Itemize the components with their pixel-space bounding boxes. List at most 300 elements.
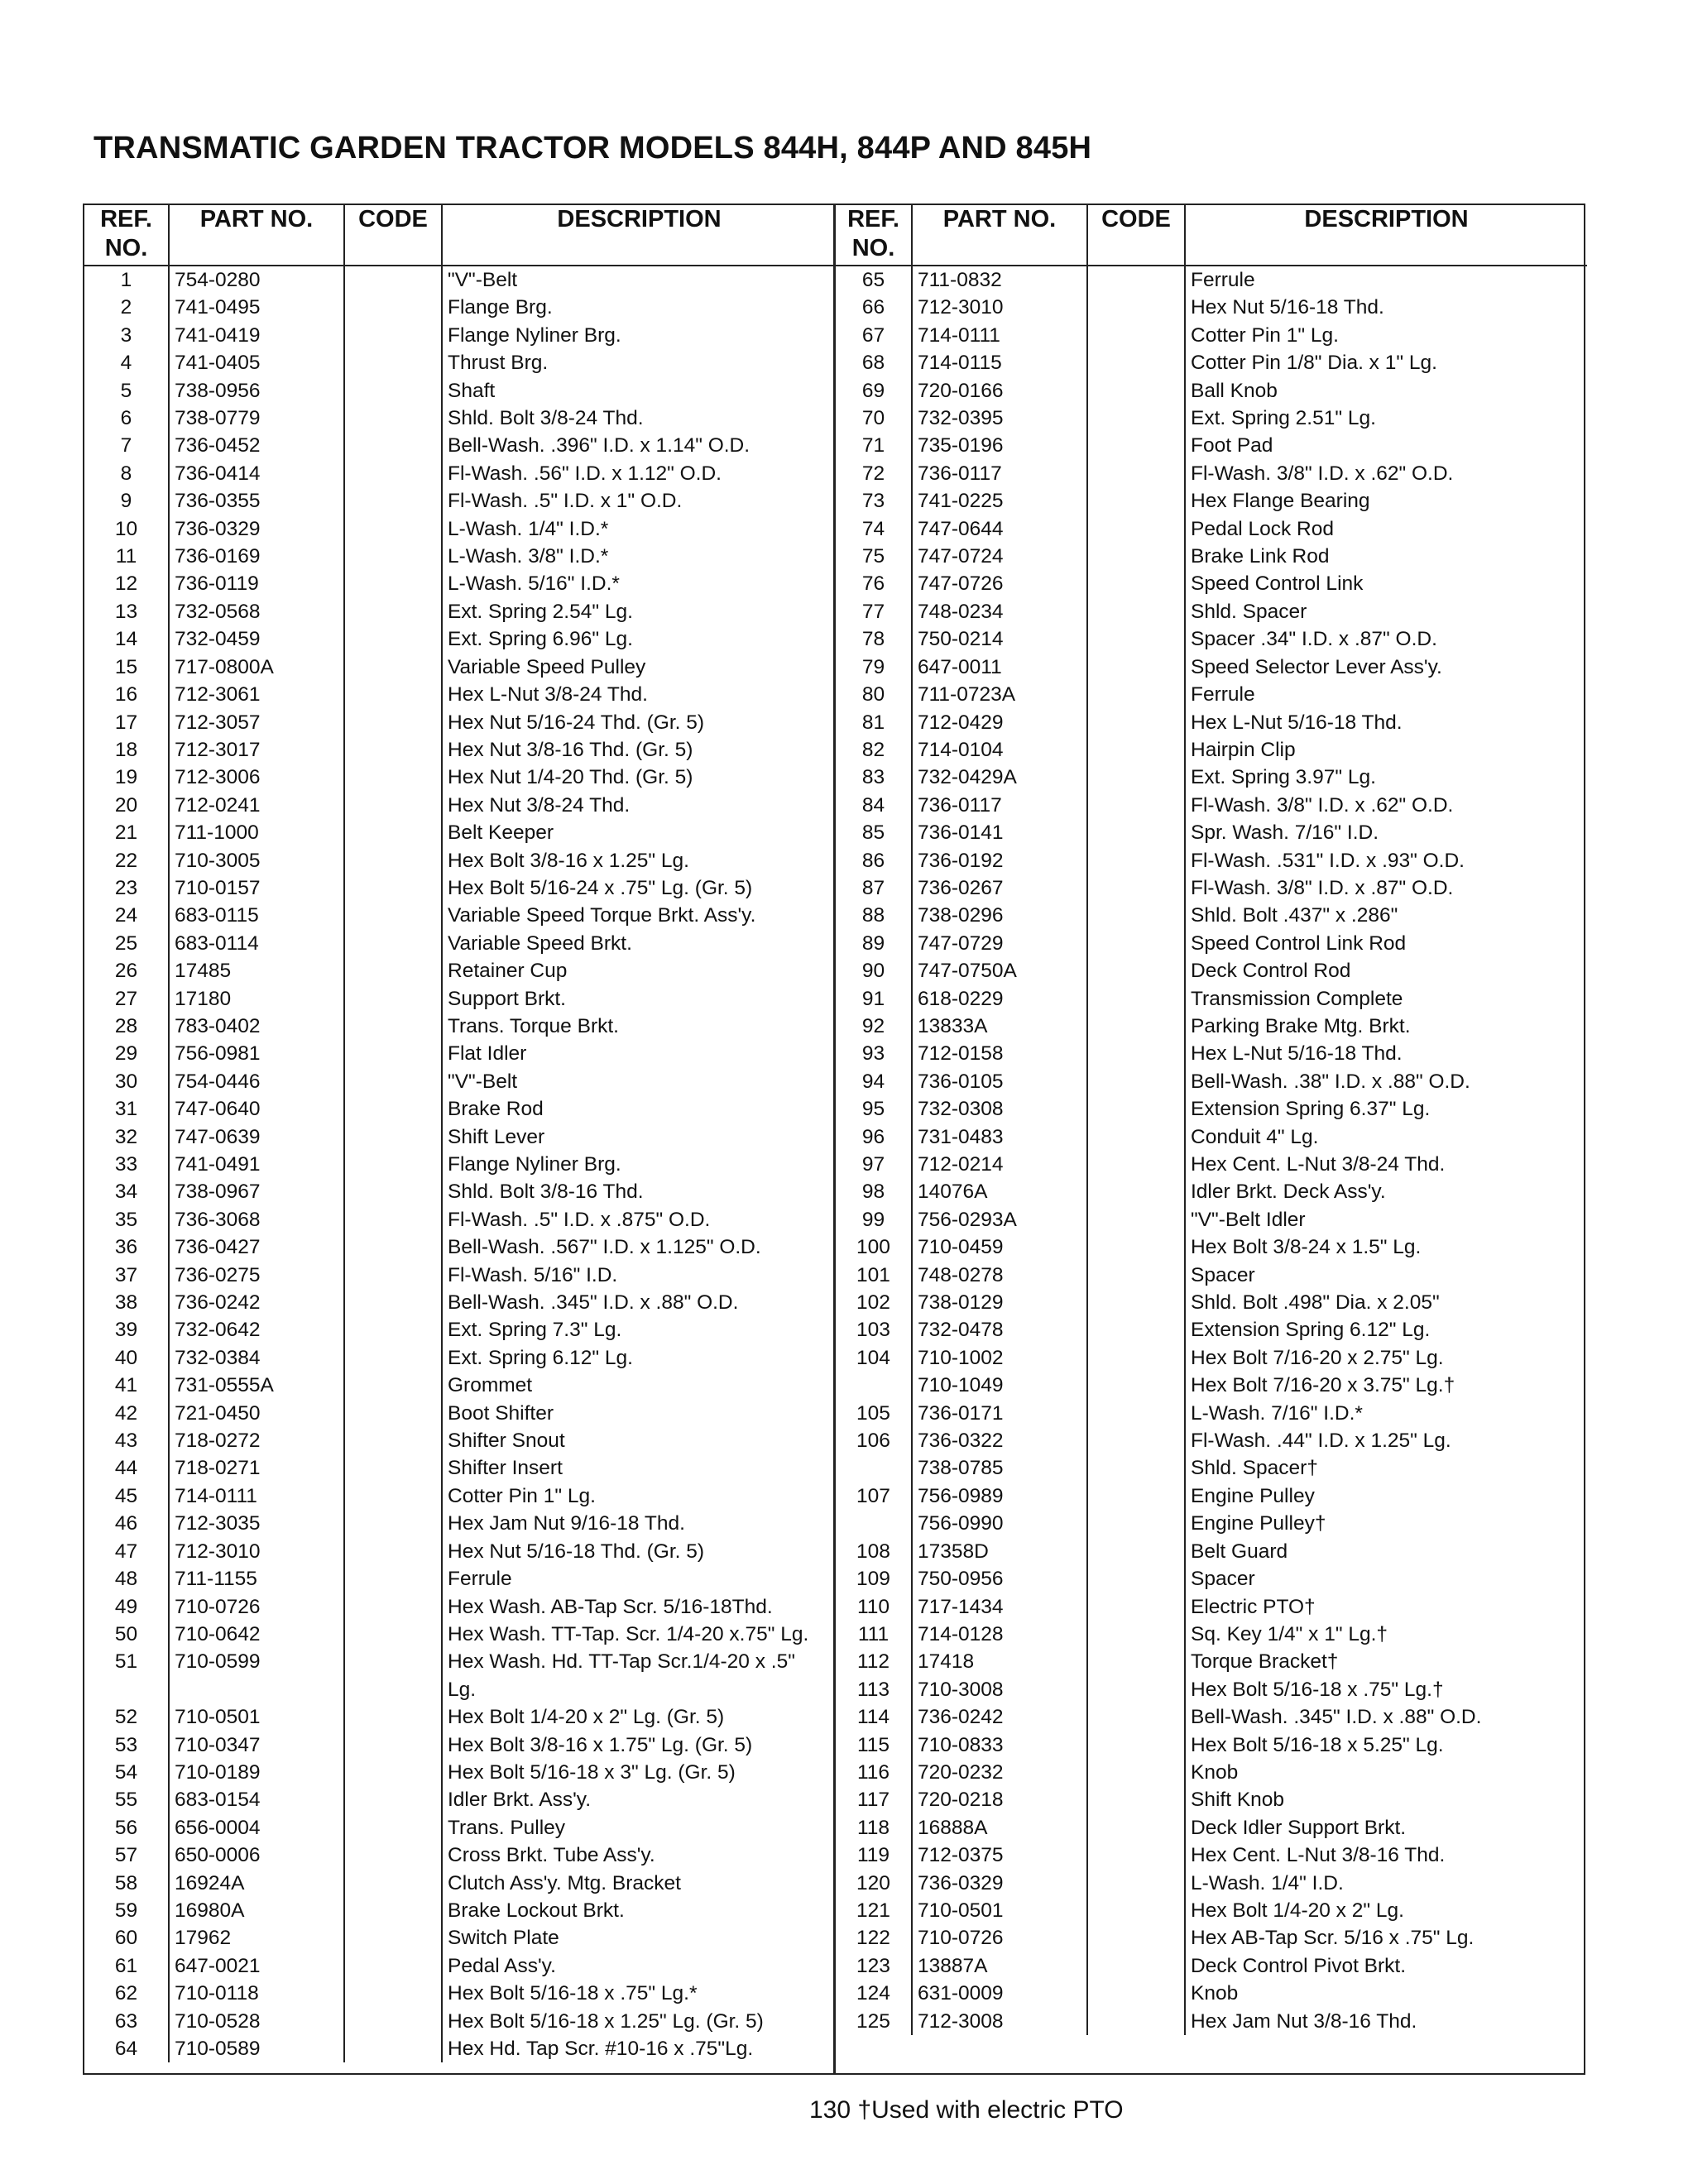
description-cell: Idler Brkt. Deck Ass'y. <box>1185 1178 1587 1205</box>
ref-no-cell: 98 <box>861 1181 885 1204</box>
code-cell <box>344 2008 442 2035</box>
code-cell <box>344 1648 442 1675</box>
description-cell: Trans. Torque Brkt. <box>442 1013 836 1040</box>
part-no-cell: 16888A <box>912 1814 1087 1842</box>
ref-no-cell: 1 <box>120 269 132 291</box>
table-row <box>84 1095 836 1123</box>
table-row <box>836 1454 1587 1482</box>
part-no-cell: 736-0105 <box>912 1068 1087 1095</box>
part-no-cell: 754-0446 <box>169 1068 344 1095</box>
description-cell: Hex Nut 5/16-24 Thd. (Gr. 5) <box>442 709 836 736</box>
description-cell: Bell-Wash. .345" I.D. x .88" O.D. <box>1185 1703 1587 1731</box>
code-cell <box>344 1400 442 1427</box>
table-row <box>836 2008 1587 2035</box>
code-cell <box>1087 681 1185 708</box>
table-row <box>84 1897 836 1924</box>
ref-no-cell: 53 <box>114 1733 138 1756</box>
table-row <box>84 1593 836 1621</box>
code-cell <box>1087 1676 1185 1703</box>
part-no-cell: 741-0491 <box>169 1151 344 1178</box>
description-cell: Variable Speed Brkt. <box>442 930 836 957</box>
description-cell: Electric PTO† <box>1185 1593 1587 1621</box>
description-cell: Transmission Complete <box>1185 985 1587 1013</box>
ref-no-cell: 69 <box>861 379 885 402</box>
code-cell <box>344 902 442 929</box>
ref-no-cell: 102 <box>856 1291 890 1315</box>
table-row <box>836 322 1587 349</box>
code-cell <box>344 1621 442 1648</box>
ref-no-cell: 41 <box>114 1374 138 1397</box>
part-no-cell: 712-3006 <box>169 764 344 791</box>
code-cell <box>1087 294 1185 321</box>
ref-no-cell: 9 <box>120 490 132 513</box>
code-cell <box>344 1095 442 1123</box>
table-row <box>84 902 836 929</box>
part-no-cell: 712-3010 <box>912 294 1087 321</box>
description-cell: Hex Nut 5/16-18 Thd. (Gr. 5) <box>442 1538 836 1565</box>
part-no-cell: 710-0118 <box>169 1980 344 2007</box>
table-row <box>836 460 1587 487</box>
part-no-cell: 741-0405 <box>169 349 344 376</box>
table-header-row <box>836 205 1587 266</box>
part-no-cell: 714-0111 <box>912 322 1087 349</box>
ref-no-cell: 48 <box>114 1568 138 1591</box>
part-no-cell: 14076A <box>912 1178 1087 1205</box>
ref-no-cell: 12 <box>114 572 138 596</box>
part-no-cell: 711-0723A <box>912 681 1087 708</box>
description-cell: Fl-Wash. .44" I.D. x 1.25" Lg. <box>1185 1427 1587 1454</box>
table-row <box>836 1151 1587 1178</box>
table-row <box>836 515 1587 543</box>
ref-no-cell: 113 <box>856 1678 890 1701</box>
code-cell <box>344 266 442 294</box>
ref-no-cell: 25 <box>114 932 138 955</box>
description-cell: Ext. Spring 2.54" Lg. <box>442 598 836 625</box>
ref-no-cell: 38 <box>114 1291 138 1315</box>
description-cell: Flange Brg. <box>442 294 836 321</box>
part-no-cell: 618-0229 <box>912 985 1087 1013</box>
ref-no-cell: 101 <box>856 1263 890 1286</box>
ref-no-cell: 89 <box>861 932 885 955</box>
ref-no-cell: 117 <box>856 1789 890 1812</box>
ref-no-cell: 103 <box>856 1319 890 1342</box>
ref-no-cell: 92 <box>861 1014 885 1037</box>
description-cell: "V"-Belt <box>442 266 836 294</box>
ref-no-cell: 86 <box>861 849 885 872</box>
description-cell: Parking Brake Mtg. Brkt. <box>1185 1013 1587 1040</box>
part-no-cell: 748-0234 <box>912 598 1087 625</box>
description-cell: Hex Wash. TT-Tap. Scr. 1/4-20 x.75" Lg. <box>442 1621 836 1648</box>
code-cell <box>1087 487 1185 515</box>
part-no-cell: 710-1049 <box>912 1372 1087 1399</box>
ref-no-cell: 45 <box>114 1484 138 1507</box>
table-row <box>836 1870 1587 1897</box>
description-cell: Variable Speed Pulley <box>442 654 836 681</box>
table-row <box>836 1372 1587 1399</box>
part-no-cell: 720-0166 <box>912 377 1087 405</box>
part-no-cell: 718-0272 <box>169 1427 344 1454</box>
header-ref-no: REF. NO. <box>836 205 912 266</box>
code-cell <box>344 1454 442 1482</box>
description-cell: Shifter Snout <box>442 1427 836 1454</box>
code-cell <box>1087 1870 1185 1897</box>
code-cell <box>344 709 442 736</box>
ref-no-cell: 37 <box>114 1263 138 1286</box>
ref-no-cell: 122 <box>856 1927 890 1950</box>
part-no-cell: 736-0119 <box>169 570 344 597</box>
code-cell <box>1087 709 1185 736</box>
part-no-cell: 748-0278 <box>912 1262 1087 1289</box>
description-cell: Variable Speed Torque Brkt. Ass'y. <box>442 902 836 929</box>
description-cell: Fl-Wash. .5" I.D. x 1" O.D. <box>442 487 836 515</box>
table-row <box>84 1372 836 1399</box>
code-cell <box>1087 1454 1185 1482</box>
description-cell: Deck Control Rod <box>1185 957 1587 984</box>
ref-no-cell: 87 <box>861 876 885 899</box>
code-cell <box>1087 405 1185 432</box>
table-row <box>836 764 1587 791</box>
code-cell <box>344 792 442 819</box>
table-row <box>84 819 836 846</box>
description-cell: Retainer Cup <box>442 957 836 984</box>
description-cell: Belt Guard <box>1185 1538 1587 1565</box>
code-cell <box>344 1731 442 1759</box>
header-code: CODE <box>1087 205 1185 266</box>
code-cell <box>344 405 442 432</box>
description-cell: Spacer <box>1185 1262 1587 1289</box>
description-cell: Extension Spring 6.12" Lg. <box>1185 1316 1587 1343</box>
code-cell <box>344 1814 442 1842</box>
part-no-cell: 711-1000 <box>169 819 344 846</box>
ref-no-cell: 100 <box>856 1236 890 1259</box>
code-cell <box>344 349 442 376</box>
ref-no-cell: 125 <box>856 2009 890 2033</box>
code-cell <box>344 1151 442 1178</box>
ref-no-cell <box>836 1372 912 1399</box>
ref-no-cell: 56 <box>114 1816 138 1839</box>
description-cell: Shifter Insert <box>442 1454 836 1482</box>
table-row <box>84 1870 836 1897</box>
description-cell: Deck Control Pivot Brkt. <box>1185 1952 1587 1980</box>
ref-no-cell: 8 <box>120 462 132 485</box>
ref-no-cell: 95 <box>861 1098 885 1121</box>
code-cell <box>1087 957 1185 984</box>
code-cell <box>344 1593 442 1621</box>
description-cell: Hex Nut 3/8-16 Thd. (Gr. 5) <box>442 736 836 764</box>
description-cell: Brake Lockout Brkt. <box>442 1897 836 1924</box>
part-no-cell: 747-0640 <box>169 1095 344 1123</box>
part-no-cell: 710-0501 <box>169 1703 344 1731</box>
table-row <box>836 957 1587 984</box>
table-row <box>84 1814 836 1842</box>
code-cell <box>344 1427 442 1454</box>
part-no-cell: 736-0355 <box>169 487 344 515</box>
table-row <box>84 1621 836 1648</box>
ref-no-cell: 108 <box>856 1540 890 1563</box>
code-cell <box>344 1178 442 1205</box>
code-cell <box>1087 349 1185 376</box>
code-cell <box>1087 1648 1185 1675</box>
code-cell <box>1087 1013 1185 1040</box>
table-row <box>836 1621 1587 1648</box>
ref-no-cell: 76 <box>861 572 885 596</box>
code-cell <box>1087 1233 1185 1261</box>
parts-rows-left <box>84 266 836 2062</box>
ref-no-cell: 36 <box>114 1236 138 1259</box>
part-no-cell: 712-3008 <box>912 2008 1087 2035</box>
code-cell <box>1087 1482 1185 1510</box>
table-row <box>836 543 1587 570</box>
ref-no-cell: 105 <box>856 1401 890 1425</box>
part-no-cell <box>169 1676 344 1703</box>
description-cell: Hex Cent. L-Nut 3/8-24 Thd. <box>1185 1151 1587 1178</box>
part-no-cell: 710-0726 <box>912 1924 1087 1952</box>
part-no-cell: 710-0599 <box>169 1648 344 1675</box>
code-cell <box>344 294 442 321</box>
ref-no-cell <box>836 1454 912 1482</box>
description-cell: Ferrule <box>442 1565 836 1592</box>
description-cell: Hex Bolt 7/16-20 x 2.75" Lg. <box>1185 1344 1587 1372</box>
ref-no-cell: 58 <box>114 1871 138 1894</box>
part-no-cell: 656-0004 <box>169 1814 344 1842</box>
description-cell: Speed Control Link <box>1185 570 1587 597</box>
code-cell <box>344 1372 442 1399</box>
code-cell <box>1087 654 1185 681</box>
description-cell: Knob <box>1185 1759 1587 1786</box>
ref-no-cell: 80 <box>861 683 885 706</box>
table-row <box>836 1648 1587 1675</box>
ref-no-cell: 64 <box>114 2038 138 2060</box>
code-cell <box>344 654 442 681</box>
ref-no-cell: 31 <box>114 1098 138 1121</box>
ref-no-cell: 121 <box>856 1899 890 1922</box>
code-cell <box>1087 1123 1185 1151</box>
code-cell <box>344 847 442 874</box>
ref-no-cell: 44 <box>114 1457 138 1480</box>
description-cell: Torque Bracket† <box>1185 1648 1587 1675</box>
table-row <box>836 902 1587 929</box>
table-row <box>836 1703 1587 1731</box>
part-no-cell: 741-0495 <box>169 294 344 321</box>
description-cell: Hex Hd. Tap Scr. #10-16 x .75"Lg. <box>442 2035 836 2062</box>
code-cell <box>344 736 442 764</box>
table-row <box>836 874 1587 902</box>
ref-no-cell: 112 <box>856 1650 890 1674</box>
description-cell: Shld. Bolt .437" x .286" <box>1185 902 1587 929</box>
table-row <box>836 1897 1587 1924</box>
table-row <box>84 985 836 1013</box>
header-ref-no: REF. NO. <box>84 205 169 266</box>
description-cell: Lg. <box>442 1676 836 1703</box>
description-cell: Ferrule <box>1185 266 1587 294</box>
table-row <box>836 266 1587 294</box>
ref-no-cell: 27 <box>114 987 138 1010</box>
code-cell <box>344 1206 442 1233</box>
ref-no-cell: 109 <box>856 1568 890 1591</box>
table-row <box>836 736 1587 764</box>
ref-no-cell: 10 <box>114 517 138 540</box>
ref-no-cell: 11 <box>115 545 137 568</box>
part-no-cell: 738-0296 <box>912 902 1087 929</box>
ref-no-cell: 47 <box>114 1540 138 1563</box>
table-row <box>84 1786 836 1813</box>
parts-rows-right <box>836 266 1587 2035</box>
code-cell <box>1087 1344 1185 1372</box>
ref-no-cell: 66 <box>861 296 885 319</box>
code-cell <box>1087 1786 1185 1813</box>
description-cell: Ferrule <box>1185 681 1587 708</box>
table-row <box>84 1648 836 1675</box>
code-cell <box>1087 1814 1185 1842</box>
parts-list-table <box>83 204 1585 2075</box>
ref-no-cell: 99 <box>861 1208 885 1231</box>
code-cell <box>1087 1262 1185 1289</box>
code-cell <box>344 1538 442 1565</box>
table-row <box>84 1980 836 2007</box>
description-cell: Shld. Spacer† <box>1185 1454 1587 1482</box>
part-no-cell: 754-0280 <box>169 266 344 294</box>
description-cell: Hex AB-Tap Scr. 5/16 x .75" Lg. <box>1185 1924 1587 1952</box>
code-cell <box>344 487 442 515</box>
part-no-cell: 710-3005 <box>169 847 344 874</box>
table-header-row <box>84 205 836 266</box>
part-no-cell: 714-0115 <box>912 349 1087 376</box>
part-no-cell: 712-3017 <box>169 736 344 764</box>
part-no-cell: 736-0141 <box>912 819 1087 846</box>
description-cell: Bell-Wash. .396" I.D. x 1.14" O.D. <box>442 432 836 459</box>
table-row <box>84 598 836 625</box>
table-row <box>836 625 1587 653</box>
description-cell: Brake Rod <box>442 1095 836 1123</box>
ref-no-cell <box>84 1676 169 1703</box>
code-cell <box>344 570 442 597</box>
ref-no-cell: 4 <box>120 352 132 375</box>
code-cell <box>1087 1372 1185 1399</box>
code-cell <box>344 764 442 791</box>
ref-no-cell: 26 <box>114 960 138 983</box>
table-row <box>84 1068 836 1095</box>
code-cell <box>1087 1427 1185 1454</box>
table-row <box>836 1538 1587 1565</box>
code-cell <box>1087 1178 1185 1205</box>
ref-no-cell: 20 <box>114 793 138 817</box>
code-cell <box>1087 570 1185 597</box>
part-no-cell: 647-0021 <box>169 1952 344 1980</box>
description-cell: Hex Bolt 5/16-18 x 5.25" Lg. <box>1185 1731 1587 1759</box>
ref-no-cell: 68 <box>861 352 885 375</box>
ref-no-cell: 124 <box>856 1982 890 2005</box>
description-cell: Hex Bolt 1/4-20 x 2" Lg. (Gr. 5) <box>442 1703 836 1731</box>
table-row <box>836 1344 1587 1372</box>
part-no-cell: 736-0322 <box>912 1427 1087 1454</box>
part-no-cell: 714-0104 <box>912 736 1087 764</box>
description-cell: Engine Pulley <box>1185 1482 1587 1510</box>
table-row <box>84 1952 836 1980</box>
table-row <box>84 2008 836 2035</box>
part-no-cell: 756-0989 <box>912 1482 1087 1510</box>
code-cell <box>344 1703 442 1731</box>
description-cell: Hex Flange Bearing <box>1185 487 1587 515</box>
code-cell <box>1087 764 1185 791</box>
ref-no-cell: 24 <box>114 904 138 927</box>
table-row <box>836 654 1587 681</box>
code-cell <box>1087 1842 1185 1869</box>
code-cell <box>1087 736 1185 764</box>
part-no-cell: 710-0589 <box>169 2035 344 2062</box>
table-row <box>84 1206 836 1233</box>
part-no-cell: 732-0384 <box>169 1344 344 1372</box>
code-cell <box>344 1897 442 1924</box>
table-row <box>836 1040 1587 1067</box>
part-no-cell: 747-0639 <box>169 1123 344 1151</box>
ref-no-cell: 46 <box>114 1512 138 1535</box>
description-cell: Speed Selector Lever Ass'y. <box>1185 654 1587 681</box>
code-cell <box>1087 1151 1185 1178</box>
code-cell <box>1087 1068 1185 1095</box>
part-no-cell: 747-0729 <box>912 930 1087 957</box>
description-cell: Shld. Bolt .498" Dia. x 2.05" <box>1185 1289 1587 1316</box>
ref-no-cell: 60 <box>114 1927 138 1950</box>
table-row <box>84 432 836 459</box>
description-cell: Flange Nyliner Brg. <box>442 322 836 349</box>
ref-no-cell: 120 <box>856 1871 890 1894</box>
code-cell <box>1087 1206 1185 1233</box>
description-cell: Hex L-Nut 5/16-18 Thd. <box>1185 709 1587 736</box>
table-row <box>84 681 836 708</box>
description-cell: Hex Jam Nut 9/16-18 Thd. <box>442 1510 836 1537</box>
table-row <box>836 709 1587 736</box>
table-row <box>84 1178 836 1205</box>
code-cell <box>344 1068 442 1095</box>
description-cell: Shift Lever <box>442 1123 836 1151</box>
ref-no-cell: 116 <box>856 1760 890 1784</box>
ref-no-cell: 19 <box>114 766 138 789</box>
code-cell <box>1087 902 1185 929</box>
ref-no-cell: 73 <box>861 490 885 513</box>
ref-no-cell: 65 <box>861 269 885 291</box>
table-row <box>84 322 836 349</box>
table-row <box>84 349 836 376</box>
code-cell <box>1087 460 1185 487</box>
code-cell <box>1087 432 1185 459</box>
table-row <box>836 1178 1587 1205</box>
description-cell: Fl-Wash. 3/8" I.D. x .62" O.D. <box>1185 792 1587 819</box>
description-cell: Cotter Pin 1/8" Dia. x 1" Lg. <box>1185 349 1587 376</box>
description-cell: Ext. Spring 7.3" Lg. <box>442 1316 836 1343</box>
part-no-cell: 736-0171 <box>912 1400 1087 1427</box>
part-no-cell: 710-0726 <box>169 1593 344 1621</box>
table-row <box>84 1316 836 1343</box>
part-no-cell: 17180 <box>169 985 344 1013</box>
table-row <box>84 1233 836 1261</box>
description-cell: Deck Idler Support Brkt. <box>1185 1814 1587 1842</box>
code-cell <box>344 1233 442 1261</box>
description-cell: L-Wash. 1/4" I.D. <box>1185 1870 1587 1897</box>
table-row <box>836 1731 1587 1759</box>
part-no-cell: 712-0429 <box>912 709 1087 736</box>
part-no-cell: 738-0956 <box>169 377 344 405</box>
part-no-cell: 711-0832 <box>912 266 1087 294</box>
code-cell <box>344 322 442 349</box>
code-cell <box>1087 985 1185 1013</box>
code-cell <box>1087 1400 1185 1427</box>
description-cell: Hex L-Nut 3/8-24 Thd. <box>442 681 836 708</box>
code-cell <box>1087 377 1185 405</box>
ref-no-cell: 84 <box>861 793 885 817</box>
description-cell: Hex Bolt 3/8-16 x 1.25" Lg. <box>442 847 836 874</box>
code-cell <box>1087 1952 1185 1980</box>
part-no-cell: 17418 <box>912 1648 1087 1675</box>
